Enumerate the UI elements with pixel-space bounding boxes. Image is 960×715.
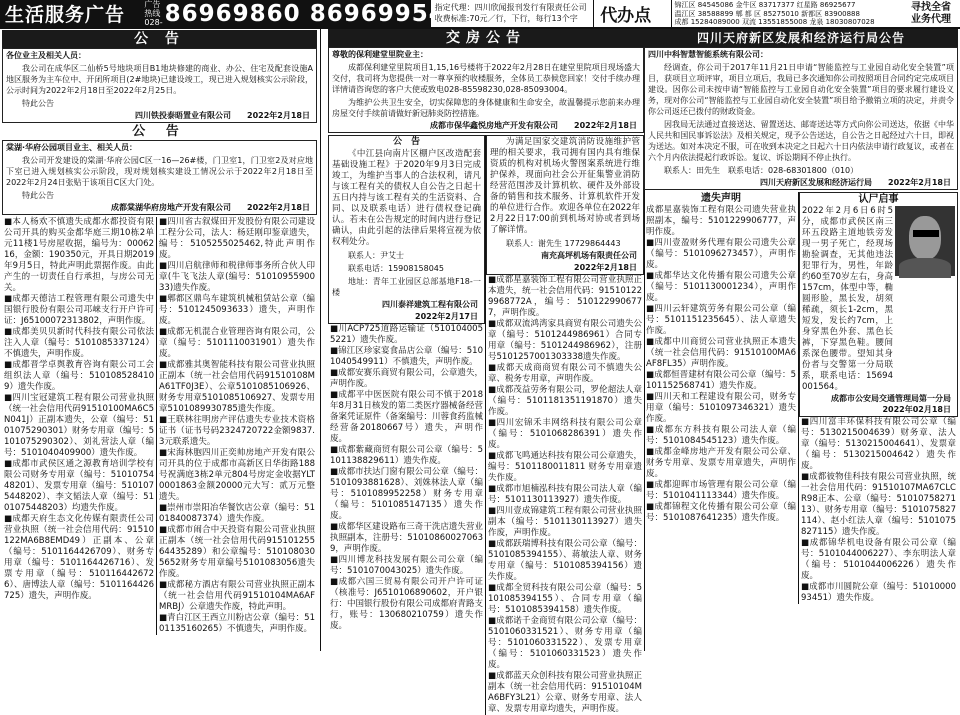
lost-notice-title: 遗失声明 (701, 193, 741, 204)
list-item: ■成都跃瑞博科技有限公司公章（编号：5101085394155）、蒋敏法人章、财务专用章（编号：5101085394156）遗失作废。 (488, 539, 642, 582)
list-item: ■锦江区珍家宴食品店公章（编号：5101040549911）不慎遗失，声明作废。 (330, 346, 483, 367)
list-item: ■青白江区王西立川粉店公章（编号：5101135160265）不慎遗失，声明作废。 (159, 613, 315, 634)
list-item: ■四川省古叙煤田开发股份有限公司建设工程分公司，法人：杨廷刚印鉴章遗失，编号：5105255025462,特此声明作废。 (159, 217, 315, 260)
list-item: ■成都东方科技有限公司法人章（编号：5101084545123）遗失作废。 (646, 425, 796, 446)
list-item: ■成都无机混合业管理咨询有限公司，公章（编号：5101110031901）遗失作废。 (159, 327, 315, 359)
list-item: ■崇州市崇阳冶华餐饮店公章（编号：5101840087374）遗失作废。 (159, 503, 315, 524)
list-item: ■成都恒晋建材有限公司公章（编号：5101152568741）遗失作废。 (646, 370, 796, 391)
list-item: ■成都中川商贸公司营业执照正本遗失（统一社会信用代码：91510100MA6AF8FL35）声明作废。 (646, 337, 796, 369)
list-item: ■成都市川圆院公章（编号：5101000093451）遗失作废。 (801, 582, 956, 603)
handover-title: 交房公告 (328, 29, 644, 47)
list-item: ■宋海林胞四川正奕帅房地产开发有限公司开具的位于成都市高新区日华街路188号祝满庭3栋2单元804号房定金收据YLT0001863金额20000元大写：贰万元整遗失。 (159, 448, 315, 502)
lost-list-6 (799, 417, 958, 604)
pricing-info: 指定代理：四川欣闻报刊发行有限责任公司 收费标准:70元／行，下行，每行13个字 (431, 0, 595, 27)
list-item: ■成都六国三贸易有限公司开户许可证（核准号：J6510106890602，开户银行：中国银行股份有限公司成都府青路支行，账号：130680210759）遗失作废。 (330, 577, 484, 631)
list-item: ■成都天府生态文化传媒有限责任公司营业执照（统一社会信用代码：91510122MA6B8EMD49）正副本、公章（编号：5101164426709）、财务专用章（编号：5101164426716）、发票专用章（编号：5101164426726）、唐博法人章（编号：5101164426725）遗失，声明作废。 (4, 514, 154, 601)
list-item: ■四川壹盈财务代理有限公司遗失公章（编号：5101096273457），声明作废。 (646, 238, 796, 270)
list-item: ■成都诺千金商贸有限公司公章（编号：5101060331521）、财务专用章（编号：5101060331522）、发票专用章（编号：5101060331523）遗失作废。 (488, 616, 642, 670)
list-item: ■四川启航律师和税律师事务所合伙人印章(牛飞飞法人章(编号：5101095590033)遗失作废。 (159, 261, 315, 293)
list-item: ■成都金峰房地产开发有限公司公章、财务专用章、发票专用章遗失，声明作废。 (646, 447, 796, 479)
column-middle (328, 29, 644, 714)
list-item: ■四川宝冠建筑工程有限公司营业执照（统一社会信用代码91510100MA6C5N041J）正副本遗失，公章（编号：5101075290301）财务专用章（编号：5101075290302）、刘礼营法人章（编号：5101040409900）遗失作废。 (4, 393, 154, 458)
mid-left (328, 135, 486, 715)
list-item: ■成都锦程文化传播有限公司公章（编号：5101087641235）遗失作废。 (646, 502, 796, 523)
lost-list-2 (157, 217, 317, 635)
notice-tiejian: 各位业主及相关人员： 我公司在成华区二仙桥5号地块项目B1地块修建的商业、办公、住宅及配套设施A地区服务为主车位中、开闭所项目(2#地块)已建设竣工，现已进入规划核实公示阶段，公示时间为2022年2月18日至2022年2月25日。 特此公告 四川铁投泰晤置业有限公司 2022年2月18日 (2, 48, 317, 123)
notice-tanghu: 棠湖·华府公园项目业主、相关人员： 我公司开发建设的棠湖·华府公园C区一16—26#楼，门卫室1，门卫室2及对应地下室已进入规划核实公示阶段，现对规划核实建设工情况公示于2022年2月18日至2022年2月24日张贴于该项目C区大门处。 特此公告 成都棠湖华府房地产开发有限公司 2022年2月18日 (2, 140, 317, 215)
list-item: ■四川壹成锦建筑工程有限公司营业执照副本（编号：5101130113927）遗失作废，声明作废。 (488, 506, 642, 538)
lost-notice-body: 成都星嘉装饰工程有限公司遗失营业执照副本，编号：5101229906777，声明作废。 (646, 205, 796, 237)
list-item: ■成都蓝天众创科技有限公司营业执照正副本（统一社会信用代码：91510104MA6BFY3L21）公章、财务专用章、法人章、发票专用章均遗失，声明作废。 (488, 671, 642, 714)
list-item: ■成都晋学卓舆教育咨询有限公司工会组织法人章（编号：5101085284109）遗失作废。 (4, 360, 154, 392)
mid-right (486, 135, 644, 715)
page-header (0, 0, 960, 27)
tianfu-title: 四川天府新区发展和经济运行局公告 (644, 29, 958, 47)
column-right (644, 29, 958, 651)
list-item: ■成都双流鸿湾家具商贸有限公司遗失公章（编号：5101244986961）合同专用章（编号：5101244986962），注册号5101257001303338遗失作废。 (488, 319, 642, 362)
list-item: ■本人杨欢不慎遗失成都水都投资有限公司开具的购买金都华庭三期10栋2单元11楼1号房屋收据，编号为：0006216，金额：190350元，开具日期2019年9月5日，特此声明此票据作废。由此产生的一切责任自行承担，与房公司无关。 (4, 217, 154, 293)
list-item: ■四川天和工程建设有限公司，财务专用章（编号：5101097346321）遗失作废。 (646, 392, 796, 424)
recruit-slogan: 寻找全省 业务代理 (911, 2, 952, 25)
list-item: ■成都安赛乐商贸有限公司，公章遗失，声明作废。 (330, 368, 483, 389)
notice-tianfu: 四川中科智慧智能系统有限公司： 经调查，你公司于2017年11月21日申请“智能监控与工业园自动化安全装置”项目，获项目立项评审，项目立项后，我局已多次通知你公司按照项目合同约定完成项目建设。因你公司未按申请“智能监控与工业园自动化安全装置”项目的要求履行建设义务，现对你公司“智能监控与工业园自动化安全装置”项目给予撤销立项的决定，并责令你公司返还已拨付的财政资金。 因我局无法通过直接送达、留置送达、邮寄送达等方式向你公司送达，依据《中华人民共和国民事诉讼法》及相关规定，现予公告送达，自公告之日起经过六十日，即视为送达。如对本决定不服，可在收到本决定之日起六十日内依法申请行政复议，或者在六个月内依法提起行政诉讼。复议、诉讼期间不停止执行。 联系人：田先生 联系电话：028-68301800（010） 四川天府新区发展和经济运行局 2022年2月18日 (644, 47, 958, 190)
branch-list: 锦江区 84545086 金牛区 83717377 红星路 86925677 温江区 38588899 郫 都 区 85275010 新都区 83900888 成都 15284089000 双流 13551855008 龙泉 18030807028 (674, 1, 875, 26)
notice-title-2: 公 告 (132, 124, 187, 139)
list-item: ■成都市旭楠泓科技有限公司法人章（编号：5101130113927）遗失作废。 (488, 484, 642, 505)
list-item: ■成都紫藏商贸有限公司公章（编号：5101138829611）遗失作废。 (330, 445, 483, 466)
list-item: ■成都秘方酒店有限公司营业执照正副本（统一社会信用代码91510104MA6AFMRBJ）公章遗失作废，特此声明。 (159, 580, 315, 612)
notice-zhongjiang: 公 告 《中江县向南片区棚户区改造配套基础设施工程》于2020年9月3日完成竣工，为维护当事人的合法权利，请凡与该工程有关的债权人自公告之日起十五日内持与该工程有关的生活资料、合同、以及联系电话）进行债权登记确认。若未在公告规定的时间内进行登记确认，由此引起的法律后果将宣视为依权利处分。 联系人：尹艾士 联系电话：15908158045 地址：青年工业园区总部基地F18-一楼 四川泰祥建筑工程有限公司 2022年2月17日 (328, 135, 485, 324)
right-right (799, 192, 958, 604)
list-item: ■成都天德洁工程管理有限公司遗失中国银行股份有限公司邛崃支行开户许可证：J65100072313802，声明作废。 (4, 294, 154, 326)
column-left (2, 30, 317, 652)
list-item: ■四川宏锦禾丰网络科技有限公司公章（编号：5101068286391）遗失作废。 (488, 418, 642, 450)
list-item: ■四川云轩建筑劳务有限公司公章（编号：5101151235645）、法人章遗失作废。 (646, 304, 796, 336)
list-item: ■成都天成商商贸有限公司不慎遗失公章、税务专用章，声明作废。 (488, 363, 642, 384)
list-item: ■四川富丰环保科技有限公司公章（编号：5130215004639）财务章、法人章（编号：5130215004641）、发票章（编号：5130215004642）遗失作废。 (801, 417, 956, 471)
list-item: ■成都市闹合中天投资有限公司营业执照正副本（统一社会信用代码91510125564435289）和公章编号：5101080305652财务专用章编号5101083056遗失作废。 (159, 525, 315, 579)
list-item: ■王联林往明房产评估遗失专业技术资格证书（证书号码2324720722金额9837.3元联系遗失。 (159, 415, 315, 447)
list-item: ■成都彼物佳科技有限公司营业执照，统一社会信用代码：91510107MA67CLCR98正本、公章（编号：5101075827113）、财务专用章（编号：5101075827114）、赵小红法人章（编号：5101075827115）遗失作废。 (801, 472, 956, 537)
notice-title-1: 公 告 (2, 30, 317, 48)
list-item: ■成都美贝贝新时代科技有限公司依法注入人章（编号：5101085337124）不慎遗失，声明作废。 (4, 327, 154, 359)
list-item: ■成都飞鸣通达科技有限公司公章遗失，编号：5101180011811 财务专用章遗失作废。 (488, 451, 642, 483)
list-item: ■成都迎晖市场管理有限公司公章（编号：5101041113344）遗失作废。 (646, 480, 796, 501)
agent-label: 代办点 (594, 0, 671, 27)
tel-label: 广告热线 028- (144, 0, 163, 27)
hotline-numbers: 86969860 86969954 (164, 0, 446, 27)
list-item: ■成都茂益劳务有限公司，罗伦超法人章（编号：5101181351191870）遗失作废。 (488, 385, 642, 417)
list-item: ■成都锦华机电设备有限公司公章（编号：5101044006227）、李东明法人章（编号：5101044006226）遗失作废。 (801, 538, 956, 581)
list-item: ■成都华达文化传播有限公司遗失公章（编号：5101130001234），声明作废。 (646, 271, 796, 303)
brand-title: 生活服务广告 (0, 0, 143, 27)
list-item: ■成都全贸科技有限公司公章（编号：5101085394155）、合同专用章（编号：5101085394158）遗失作废。 (488, 583, 642, 615)
list-item: ■成都市武侯区通之源教育培训学校有限公司财务专用章（编号：5101075448201）、发票专用章（编号：5101075448202）、李文韬法人章（编号：5101075448203）均遗失作废。 (4, 459, 154, 513)
list-item: ■成都星嘉装饰工程有限公司营业执照正本遗失，统一社会信用代码：915101229968772A，编号：5101229906777，声明作废。 (488, 275, 642, 318)
notice-handover: 尊敬的保利建堂里院业主： 成都保利建堂里院项目1,15,16号楼将于2022年2月28日在建堂里院项目现场盛大交付，我司将为您提供一对一尊享预约收楼服务，全体员工恭候您回家！交付手续办理详情请咨询您的客户大使或致电028-85598230,028-85093004。 为维护公共卫生安全，切实保障您的身体健康和生命安全，故温馨提示您前来办理房屋交付手续前请做好新冠肺炎防控措施。 成都市保华鑫悦房地产开发有限公司 2022年2月18日 (328, 47, 644, 133)
list-item: ■川ACP725道路运输证（5101040055221）遗失作废。 (330, 324, 483, 345)
portrait-photo (895, 206, 955, 276)
lost-list-4 (486, 275, 644, 715)
lost-list-1 (2, 217, 157, 635)
list-item: ■郫都区鼎鸟车建筑机械租赁站公章（编号：5101245093633）遗失，声明作废。 (159, 294, 315, 326)
list-item: ■成都华区建设路布三奇干洗店遗失营业执照副本，注册号：510108600270639，声明作废。 (330, 522, 483, 554)
list-item: ■成都雅其奥智能科技有限公司营业执照正副本（统一社会信用代码91510108MA61TF0J3E）、公章5101085106926、财务专用章5101085106927、发票专用章5101089930785遗失作废。 (159, 360, 315, 414)
list-item: ■成都市扶达门窗有限公司公章（编号：5101093881628）、刘姝林法人章（编号：5101089952258）财务专用章（编号：5101085147135）遗失作废。 (330, 467, 483, 521)
notice-missing: 认尸启事 2022年2月6日6时5分，成都市武侯区南三环五段路主道地铁旁发现一男子死亡，经现场勘验调查，无其他违法犯罪行为，男性，年龄约60至70岁左右，身高157cm，体型中等，椭圆形脸，黑长发，胡须稀疏，须长1-2cm，黑短发，发长约7cm，上身穿黑色外套、黑色长裤，下穿黑色鞋。腰间系深色腰带。望知其身份者与交警第一分局联系，联系电话：15694001564。 成都市公安局交通管理局第一分局 2022年02月18日 (799, 192, 958, 417)
lost-list-5 (644, 238, 798, 524)
lost-list-3 (328, 324, 485, 632)
right-left (644, 192, 799, 604)
notice-airport: 为满足国家交建筑消防设施维护管理的相关要求，我司拥有国内具有维保资质的机构对机场火警图案系统进行维护保养，现面向社会公开征集警业消防经营范围涉及计算机软、硬件及外部设备的销售和技术服务、计算机软件开发的单位进行合作。欢迎各单位在2022年2月22日17:00前到机场对协或者到场了解详情。 联系人：谢先生 17729864443 南充高坪机场有限责任公司 2022年2月18日 (486, 135, 644, 275)
list-item: ■成都平中医医院有限公司不慎于2018年8月31日核发的第二类医疗器械备经营备案凭证原件（备案编号：川蓉食药监械经营备20180667号）遗失，声明作废。 (330, 390, 484, 444)
list-item: ■四川博龙科技发展有限公司公章（编号：5101070043025）遗失作废。 (330, 555, 483, 576)
